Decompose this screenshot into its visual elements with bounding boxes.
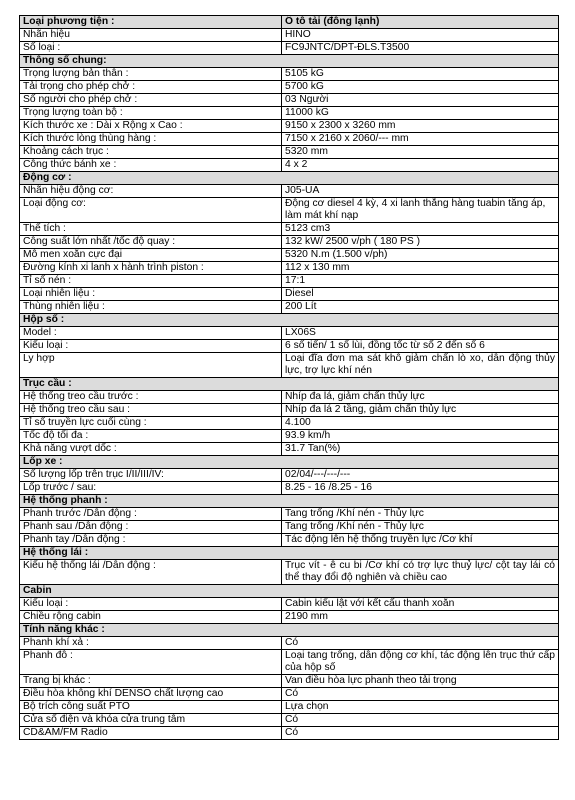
spec-row <box>20 327 559 340</box>
spec-label: Phanh khí xả : <box>20 637 282 650</box>
spec-value: 17:1 <box>282 275 559 288</box>
spec-label: Trọng lượng toàn bộ : <box>20 107 282 120</box>
spec-label: Nhãn hiệu động cơ: <box>20 185 282 198</box>
section-header <box>20 585 559 598</box>
section-header <box>20 547 559 560</box>
spec-label: Mô men xoắn cực đại <box>20 249 282 262</box>
spec-value: Có <box>282 688 559 701</box>
spec-row <box>20 29 559 42</box>
spec-row <box>20 534 559 547</box>
spec-value: 8.25 - 16 /8.25 - 16 <box>282 482 559 495</box>
spec-value: HINO <box>282 29 559 42</box>
spec-label: Khoảng cách trục : <box>20 146 282 159</box>
spec-row <box>20 133 559 146</box>
spec-label: Kiểu loại : <box>20 598 282 611</box>
vehicle-spec-table <box>19 15 559 740</box>
spec-value: Diesel <box>282 288 559 301</box>
spec-value: Động cơ diesel 4 kỳ, 4 xi lanh thẳng hàng tuabin tăng áp, làm mát khí nạp <box>282 198 559 223</box>
spec-label: Phanh đỗ : <box>20 650 282 675</box>
spec-value: FC9JNTC/DPT-ĐLS.T3500 <box>282 42 559 55</box>
spec-row <box>20 107 559 120</box>
spec-row <box>20 301 559 314</box>
section-header <box>20 495 559 508</box>
section-title: Trục cầu : <box>20 378 559 391</box>
spec-value: Loại tang trống, dẫn động cơ khí, tác động lên trục thứ cấp của hộp số <box>282 650 559 675</box>
spec-row <box>20 675 559 688</box>
spec-row <box>20 443 559 456</box>
spec-label: Tốc độ tối đa : <box>20 430 282 443</box>
spec-value: 6 số tiến/ 1 số lùi, đồng tốc từ số 2 đến số 6 <box>282 340 559 353</box>
spec-row <box>20 417 559 430</box>
spec-row <box>20 688 559 701</box>
spec-value: Có <box>282 714 559 727</box>
spec-label: CD&AM/FM Radio <box>20 727 282 740</box>
spec-label: Công thức bánh xe : <box>20 159 282 172</box>
section-title: Cabin <box>20 585 559 598</box>
section-title: Tính năng khác : <box>20 624 559 637</box>
spec-row <box>20 482 559 495</box>
spec-table-body <box>20 16 559 740</box>
spec-label: Tỉ số nén : <box>20 275 282 288</box>
spec-value: 200 Lít <box>282 301 559 314</box>
spec-label: Hệ thống treo cầu sau : <box>20 404 282 417</box>
spec-row <box>20 714 559 727</box>
spec-value: 2190 mm <box>282 611 559 624</box>
spec-row <box>20 430 559 443</box>
spec-value: 5105 kG <box>282 68 559 81</box>
spec-label: Phanh trước /Dẫn động : <box>20 508 282 521</box>
spec-row <box>20 249 559 262</box>
spec-label: Phanh sau /Dẫn động : <box>20 521 282 534</box>
spec-value: 5700 kG <box>282 81 559 94</box>
spec-label: Bộ trích công suất PTO <box>20 701 282 714</box>
spec-row <box>20 404 559 417</box>
spec-label: Cửa sổ điện và khóa cửa trung tâm <box>20 714 282 727</box>
spec-label: Loại nhiên liệu : <box>20 288 282 301</box>
spec-value: 112 x 130 mm <box>282 262 559 275</box>
spec-value: 31.7 Tan(%) <box>282 443 559 456</box>
spec-label: Số lượng lốp trên trục I/II/III/IV: <box>20 469 282 482</box>
spec-value: 7150 x 2160 x 2060/--- mm <box>282 133 559 146</box>
spec-row <box>20 68 559 81</box>
section-title: Hệ thống lái : <box>20 547 559 560</box>
spec-row <box>20 598 559 611</box>
spec-value: Tang trống /Khí nén - Thủy lực <box>282 508 559 521</box>
spec-row <box>20 94 559 107</box>
spec-row <box>20 469 559 482</box>
spec-value: 132 kW/ 2500 v/ph ( 180 PS ) <box>282 236 559 249</box>
spec-row <box>20 159 559 172</box>
spec-label: Hệ thống treo cầu trước : <box>20 391 282 404</box>
spec-row <box>20 340 559 353</box>
vehicle-type-label: Loại phương tiện : <box>20 16 282 29</box>
spec-value: 5320 mm <box>282 146 559 159</box>
spec-label: Số người cho phép chở : <box>20 94 282 107</box>
section-title: Thông số chung: <box>20 55 559 68</box>
spec-row <box>20 353 559 378</box>
spec-label: Trọng lượng bản thân : <box>20 68 282 81</box>
spec-value: Trục vít - ê cu bi /Cơ khí có trợ lực thuỷ lực/ cột tay lái có thể thay đổi độ nghiên và chiều cao <box>282 560 559 585</box>
spec-row <box>20 650 559 675</box>
spec-value: Nhíp đa lá 2 tầng, giảm chấn thủy lực <box>282 404 559 417</box>
spec-label: Thùng nhiên liệu : <box>20 301 282 314</box>
spec-row <box>20 391 559 404</box>
spec-label: Kích thước lòng thùng hàng : <box>20 133 282 146</box>
spec-row <box>20 42 559 55</box>
spec-label: Trang bị khác : <box>20 675 282 688</box>
spec-row <box>20 223 559 236</box>
section-header <box>20 314 559 327</box>
spec-label: Ly hợp <box>20 353 282 378</box>
spec-value: 4 x 2 <box>282 159 559 172</box>
spec-row <box>20 198 559 223</box>
spec-row <box>20 120 559 133</box>
spec-value: 9150 x 2300 x 3260 mm <box>282 120 559 133</box>
spec-value: Lựa chọn <box>282 701 559 714</box>
spec-row <box>20 508 559 521</box>
section-title: Động cơ : <box>20 172 559 185</box>
spec-value: Cabin kiểu lật với kết cấu thanh xoắn <box>282 598 559 611</box>
spec-value: 93.9 km/h <box>282 430 559 443</box>
spec-label: Điều hòa không khí DENSO chất lượng cao <box>20 688 282 701</box>
section-title: Lốp xe : <box>20 456 559 469</box>
spec-row <box>20 236 559 249</box>
spec-row <box>20 727 559 740</box>
spec-row <box>20 611 559 624</box>
vehicle-type-row <box>20 16 559 29</box>
section-title: Hệ thống phanh : <box>20 495 559 508</box>
spec-row <box>20 275 559 288</box>
spec-label: Chiều rộng cabin <box>20 611 282 624</box>
spec-value: Van điều hòa lực phanh theo tải trọng <box>282 675 559 688</box>
spec-value: 02/04/---/---/--- <box>282 469 559 482</box>
spec-row <box>20 701 559 714</box>
spec-label: Khả năng vượt dốc : <box>20 443 282 456</box>
spec-label: Kiểu hệ thống lái /Dẫn động : <box>20 560 282 585</box>
spec-row <box>20 288 559 301</box>
spec-value: 11000 kG <box>282 107 559 120</box>
section-header <box>20 456 559 469</box>
spec-value: Tang trống /Khí nén - Thủy lực <box>282 521 559 534</box>
spec-row <box>20 262 559 275</box>
spec-row <box>20 637 559 650</box>
spec-value: 03 Người <box>282 94 559 107</box>
spec-value: Tác động lên hệ thống truyền lực /Cơ khí <box>282 534 559 547</box>
spec-label: Nhãn hiệu <box>20 29 282 42</box>
spec-value: Có <box>282 727 559 740</box>
spec-label: Thể tích : <box>20 223 282 236</box>
spec-label: Lốp trước / sau: <box>20 482 282 495</box>
spec-value: LX06S <box>282 327 559 340</box>
spec-value: 5320 N.m (1.500 v/ph) <box>282 249 559 262</box>
section-title: Hộp số : <box>20 314 559 327</box>
spec-value: 4.100 <box>282 417 559 430</box>
section-header <box>20 378 559 391</box>
spec-row <box>20 81 559 94</box>
spec-label: Công suất lớn nhất /tốc độ quay : <box>20 236 282 249</box>
spec-value: Có <box>282 637 559 650</box>
section-header <box>20 172 559 185</box>
spec-row <box>20 521 559 534</box>
spec-label: Kiểu loại : <box>20 340 282 353</box>
spec-value: 5123 cm3 <box>282 223 559 236</box>
spec-row <box>20 560 559 585</box>
spec-value: Loại đĩa đơn ma sát khô giảm chấn lò xo, dẫn động thủy lực, trợ lực khí nén <box>282 353 559 378</box>
spec-label: Loại động cơ: <box>20 198 282 223</box>
spec-value: Nhíp đa lá, giảm chấn thủy lực <box>282 391 559 404</box>
spec-row <box>20 185 559 198</box>
vehicle-type-value: Ô tô tải (đông lạnh) <box>282 16 559 29</box>
section-header <box>20 624 559 637</box>
spec-label: Model : <box>20 327 282 340</box>
spec-label: Số loại : <box>20 42 282 55</box>
spec-row <box>20 146 559 159</box>
spec-label: Tải trọng cho phép chở : <box>20 81 282 94</box>
spec-label: Đường kính xi lanh x hành trình piston : <box>20 262 282 275</box>
section-header <box>20 55 559 68</box>
spec-label: Tỉ số truyền lực cuối cùng : <box>20 417 282 430</box>
spec-value: J05-UA <box>282 185 559 198</box>
spec-label: Kích thước xe : Dài x Rộng x Cao : <box>20 120 282 133</box>
spec-label: Phanh tay /Dẫn động : <box>20 534 282 547</box>
